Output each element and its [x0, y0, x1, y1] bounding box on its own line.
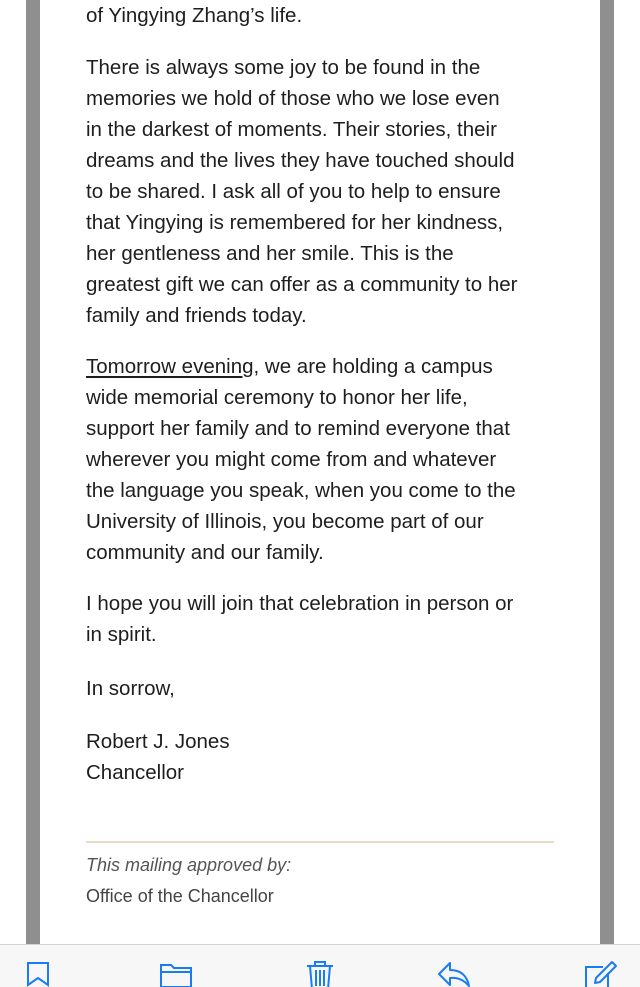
approval-note: This mailing approved by: — [86, 855, 292, 875]
move-to-folder-button[interactable] — [158, 959, 194, 987]
compose-icon — [582, 959, 618, 987]
text-line: to be shared. I ask all of you to help to ensure — [86, 180, 501, 203]
text-line: wherever you might come from and whatever — [86, 448, 497, 471]
text-line: greatest gift we can offer as a community to her — [86, 273, 518, 296]
email-paragraph-2 — [86, 52, 576, 331]
text-line: community and our family. — [86, 541, 324, 564]
text-line: There is always some joy to be found in the — [86, 56, 481, 79]
text-line: in the darkest of moments. Their stories, their — [86, 118, 497, 141]
text-line: that Yingying is remembered for her kindness, — [86, 211, 504, 234]
text-line: memories we hold of those who we lose even — [86, 87, 500, 110]
frame-rail-right — [600, 0, 614, 944]
mail-toolbar — [0, 944, 640, 987]
email-paragraph-4 — [86, 588, 576, 650]
folder-icon — [158, 959, 194, 987]
trash-icon — [302, 959, 338, 987]
reply-button[interactable] — [436, 959, 472, 987]
text-line: I hope you will join that celebration in person or — [86, 592, 514, 615]
line-remainder: , we are holding a campus — [253, 355, 493, 378]
text-line — [86, 351, 576, 382]
text-line: wide memorial ceremony to honor her life, — [86, 386, 468, 409]
footer-divider — [86, 841, 554, 843]
signature-title: Chancellor — [86, 761, 184, 784]
text-line: in spirit. — [86, 623, 157, 646]
text-line: support her family and to remind everyone that — [86, 417, 510, 440]
text-line: family and friends today. — [86, 304, 307, 327]
email-paragraph-3 — [86, 351, 576, 568]
text-line: her gentleness and her smile. This is the — [86, 242, 454, 265]
signature-name: Robert J. Jones — [86, 730, 230, 753]
text-line: In sorrow, — [86, 677, 175, 700]
email-closing — [86, 673, 576, 704]
trash-button[interactable] — [302, 959, 338, 987]
email-paragraph-1 — [86, 0, 576, 31]
email-signature — [86, 726, 576, 788]
text-line: dreams and the lives they have touched should — [86, 149, 515, 172]
detected-date-link[interactable]: Tomorrow evening — [86, 355, 254, 378]
flag-button[interactable] — [22, 959, 58, 987]
flag-icon — [22, 959, 58, 987]
text-line: University of Illinois, you become part of our — [86, 510, 484, 533]
text-line: the language you speak, when you come to the — [86, 479, 516, 502]
compose-button[interactable] — [582, 959, 618, 987]
frame-rail-left — [26, 0, 40, 944]
text-line: of Yingying Zhang’s life. — [86, 4, 303, 27]
reply-icon — [436, 959, 472, 987]
approving-office: Office of the Chancellor — [86, 886, 274, 906]
